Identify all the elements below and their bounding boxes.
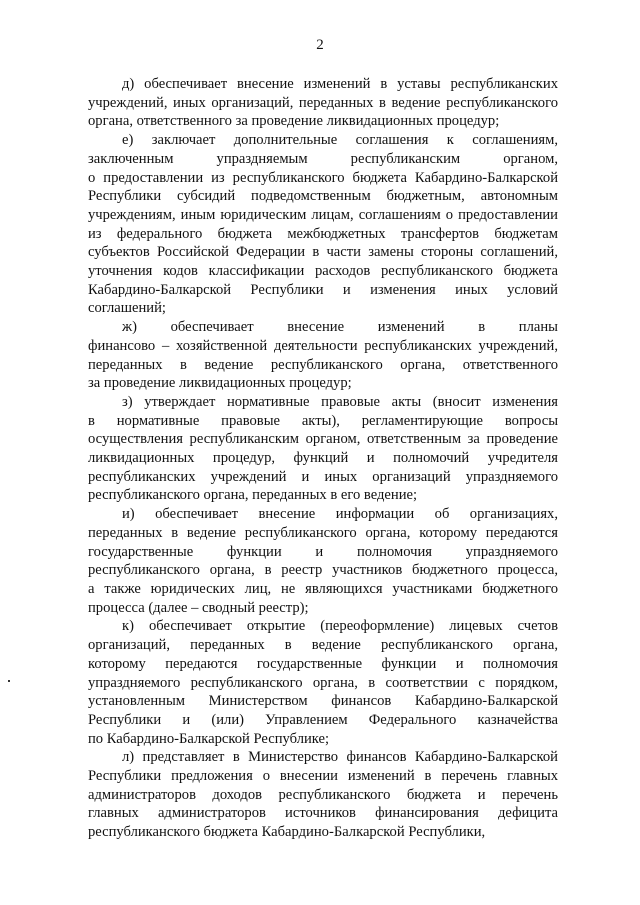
text-line: органа, ответственного за проведение ликвидационных процедур; [88, 113, 500, 130]
text-line: установленным Министерством финансов Кабардино-Балкарской [88, 693, 558, 710]
text-line: заключенным упраздняемым республиканским органом, [88, 150, 558, 167]
paragraph-z [88, 393, 558, 505]
text-line: учреждениям, иным юридическим лицам, соглашениям о предоставлении [88, 206, 558, 223]
text-line: ликвидационных процедур, функций и полномочий учредителя [88, 450, 558, 467]
text-line: а также юридических лиц, не являющихся участниками бюджетного [88, 580, 558, 597]
paragraph-i [88, 505, 558, 617]
paragraph-e [88, 131, 558, 318]
paragraph-d [88, 75, 558, 131]
text-line: соглашений; [88, 300, 166, 317]
text-line: переданных в ведение республиканского органа, которому передаются [88, 524, 558, 541]
text-line: субъектов Российской Федерации в части замены стороны соглашений, [88, 244, 558, 261]
text-line: главных администраторов источников финансирования дефицита [88, 805, 558, 822]
text-line: осуществления республиканским органом, ответственным за проведение [88, 431, 558, 448]
text-line: республиканского органа, в реестр участников бюджетного процесса, [88, 562, 558, 579]
text-line: д) обеспечивает внесение изменений в уставы республиканских [122, 76, 558, 92]
paragraph-zh [88, 318, 558, 393]
text-line: и) обеспечивает внесение информации об организациях, [122, 506, 558, 523]
text-line: уточнения кодов классификации расходов республиканского бюджета [88, 263, 558, 280]
text-line: ж) обеспечивает внесение изменений в планы [122, 319, 558, 336]
text-line: о предоставлении из республиканского бюджета Кабардино-Балкарской [88, 169, 558, 186]
text-line: з) утверждает нормативные правовые акты (вносит изменения [122, 393, 558, 410]
text-line: Республики предложения о внесении изменений в перечень главных [88, 768, 558, 785]
text-line: финансово – хозяйственной деятельности республиканских учреждений, [88, 337, 558, 354]
text-line: из федерального бюджета межбюджетных трансфертов бюджетам [88, 225, 558, 242]
margin-mark [8, 680, 10, 682]
text-line: республиканского бюджета Кабардино-Балкарской Республики, [88, 824, 486, 841]
text-line: л) представляет в Министерство финансов Кабардино-Балкарской [122, 749, 558, 766]
text-line: по Кабардино-Балкарской Республике; [88, 730, 330, 747]
text-line: процесса (далее – сводный реестр); [88, 599, 309, 616]
paragraph-l [88, 748, 558, 842]
document-body [88, 75, 558, 842]
text-line: учреждений, иных организаций, переданных в ведение республиканского [88, 94, 558, 111]
text-line: которому передаются государственные функции и полномочия [88, 655, 558, 672]
page-number: 2 [316, 37, 324, 53]
text-line: республиканских учреждений и иных организаций упраздняемого [88, 468, 558, 485]
paragraph-k [88, 617, 558, 748]
text-line: за проведение ликвидационных процедур; [88, 375, 352, 392]
text-line: государственные функции и полномочия упраздняемого [88, 543, 558, 560]
text-line: администраторов доходов республиканского бюджета и перечень [88, 786, 558, 803]
text-line: упраздняемого республиканского органа, в соответствии с порядком, [88, 674, 558, 691]
text-line: республиканского органа, переданных в его ведение; [88, 487, 418, 504]
text-line: е) заключает дополнительные соглашения к соглашениям, [122, 132, 558, 149]
text-line: Кабардино-Балкарской Республики и изменения иных условий [88, 281, 558, 298]
text-line: в нормативные правовые акты), регламентирующие вопросы [88, 412, 558, 429]
text-line: к) обеспечивает открытие (переоформление) лицевых счетов [122, 618, 558, 635]
text-line: Республики и (или) Управлением Федерального казначейства [88, 711, 558, 728]
text-line: Республики субсидий подведомственным бюджетным, автономным [88, 188, 558, 205]
text-line: организаций, переданных в ведение республиканского органа, [88, 637, 558, 654]
text-line: переданных в ведение республиканского органа, ответственного [88, 356, 558, 373]
